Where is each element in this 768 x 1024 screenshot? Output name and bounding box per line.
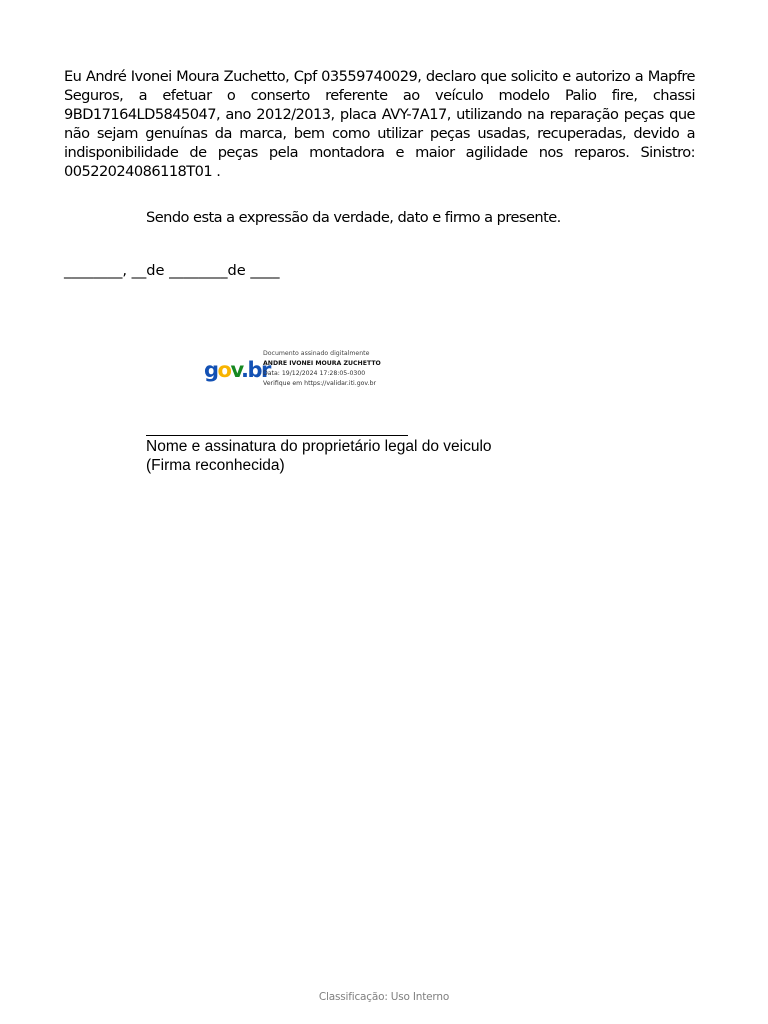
govbr-logo [204,359,270,381]
govbr-logo-part: b [247,358,261,382]
stamp-date: Data: 19/12/2024 17:28:05-0300 [263,370,366,377]
govbr-logo-part: o [217,358,231,382]
stamp-title: Documento assinado digitalmente [263,350,370,357]
signature-line [146,435,408,436]
footer-classification: Classificação: Uso Interno [318,991,450,1003]
govbr-logo-part: r [261,358,270,382]
date-fill-line: ________, __de ________de ____ [64,262,280,279]
stamp-verify-url: Verifique em https://validar.iti.gov.br [263,380,377,387]
signature-caption [146,437,492,475]
declaration-paragraph: Eu André Ivonei Moura Zuchetto, Cpf 03559740029, declaro que solicito e autorizo a Mapfre Seguros, a efetuar o conserto referente ao veículo modelo Palio fire, chassi 9BD17164LD5845047, ano 2012/2013, placa AVY-7A17, utilizando na reparação peças que não sejam genuínas da marca, bem como utilizar peças usadas, recuperadas, devido a indisponibilidade de peças pela montadora e maior agilidade nos reparos. Sinistro: 00522024086118T01 . [64,68,695,180]
signature-caption-name: Nome e assinatura do proprietário legal do veiculo [146,438,492,455]
stamp-signer-name: ANDRE IVONEI MOURA ZUCHETTO [263,360,381,367]
stamp-details [263,349,381,389]
digital-signature-stamp [204,348,404,392]
govbr-logo-part: g [204,358,218,382]
govbr-logo-part: v [230,358,241,382]
govbr-logo-part: . [240,358,248,382]
truth-statement: Sendo esta a expressão da verdade, dato e firmo a presente. [146,209,561,226]
signature-caption-firm: (Firma reconhecida) [146,457,285,474]
